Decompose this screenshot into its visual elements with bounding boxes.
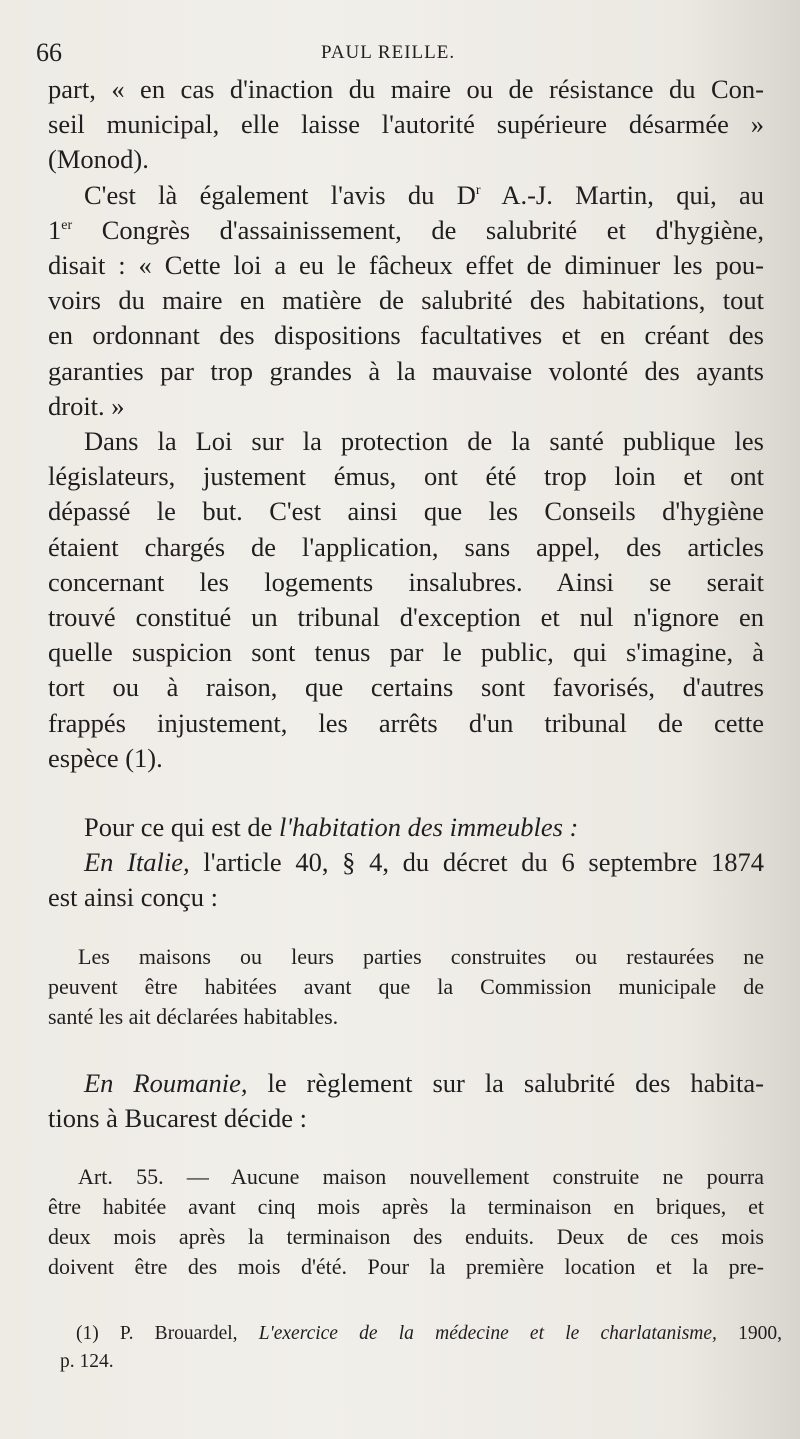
running-head: PAUL REILLE. <box>321 42 456 63</box>
paragraph <box>48 424 764 776</box>
text-line: être habitée avant cinq mois après la terminaison en briques, et <box>48 1194 764 1220</box>
text-line: concernant les logements insalubres. Ainsi se serait <box>48 566 764 597</box>
text-line: (Monod). <box>48 144 149 175</box>
page-header <box>36 30 760 70</box>
paragraph <box>48 810 764 845</box>
italic-text: l'habitation des immeubles : <box>279 812 579 843</box>
superscript: r <box>475 182 481 198</box>
block-quote <box>48 942 764 1032</box>
block-quote <box>48 1162 764 1282</box>
text-line: disait : « Cette loi a eu le fâcheux effet de diminuer les pou- <box>48 250 764 281</box>
italic-text: L'exercice de la médecine et le charlatanisme, <box>258 1323 717 1344</box>
text-line: Les maisons ou leurs parties construites ou restaurées ne <box>78 943 764 969</box>
text-line: En Italie, l'article 40, § 4, du décret du 6 septembre 1874 <box>84 847 764 878</box>
text-line: dépassé le but. C'est ainsi que les Conseils d'hygiène <box>48 496 764 527</box>
text-line: En Roumanie, le règlement sur la salubrité des habita- <box>84 1067 764 1098</box>
page-number: 66 <box>36 38 62 67</box>
paragraph <box>48 845 764 915</box>
text-line: tions à Bucarest décide : <box>48 1102 308 1133</box>
text-line: frappés injustement, les arrêts d'un tribunal de cette <box>48 707 764 738</box>
text-line: p. 124. <box>60 1351 114 1372</box>
text-line: étaient chargés de l'application, sans appel, des articles <box>48 531 764 562</box>
text-line: législateurs, justement émus, ont été trop loin et ont <box>48 461 764 492</box>
italic-text: En Roumanie, <box>84 1067 248 1098</box>
text-line: deux mois après la terminaison des enduits. Deux de ces mois <box>48 1224 764 1250</box>
text-line: doivent être des mois d'été. Pour la première location et la pre- <box>48 1254 764 1280</box>
paragraph <box>48 72 764 178</box>
text-line: en ordonnant des dispositions facultatives et en créant des <box>48 320 764 351</box>
text-line: (1) P. Brouardel, L'exercice de la médecine et le charlatanisme, 1900, <box>76 1323 782 1344</box>
superscript: er <box>61 217 73 233</box>
text-line: est ainsi conçu : <box>48 882 218 913</box>
text-line: C'est là également l'avis du $D^r$ A.-J. Martin, qui, au <box>84 179 765 210</box>
text-line: 1er Congrès d'assainissement, de salubrité et d'hygiène, <box>48 214 764 245</box>
text-line: quelle suspicion sont tenus par le public, qui s'imagine, à <box>48 637 764 668</box>
text-line: santé les ait déclarées habitables. <box>48 1003 339 1029</box>
text-line: voirs du maire en matière de salubrité des habitations, tout <box>48 285 764 316</box>
text-line: tort ou à raison, que certains sont favorisés, d'autres <box>48 672 764 703</box>
text-line: droit. » <box>48 390 125 421</box>
italic-text: En Italie, <box>84 847 190 878</box>
text-line: garanties par trop grandes à la mauvaise volonté des ayants <box>48 355 764 386</box>
footnote <box>60 1320 782 1376</box>
text-line: part, « en cas d'inaction du maire ou de résistance du Con- <box>48 74 764 104</box>
text-line: seil municipal, elle laisse l'autorité supérieure désarmée » <box>48 109 764 140</box>
paragraph <box>48 1066 764 1136</box>
text-line: peuvent être habitées avant que la Commission municipale de <box>48 973 764 999</box>
body-text <box>48 72 764 1282</box>
text-line: espèce (1). <box>48 742 163 773</box>
text-line: trouvé constitué un tribunal d'exception et nul n'ignore en <box>48 602 764 633</box>
paragraph <box>48 178 764 424</box>
text-line: Pour ce qui est de l'habitation des immeubles : <box>84 812 579 843</box>
text-line: Art. 55. — Aucune maison nouvellement construite ne pourra <box>78 1164 764 1190</box>
text-line: Dans la Loi sur la protection de la santé publique les <box>84 426 764 457</box>
